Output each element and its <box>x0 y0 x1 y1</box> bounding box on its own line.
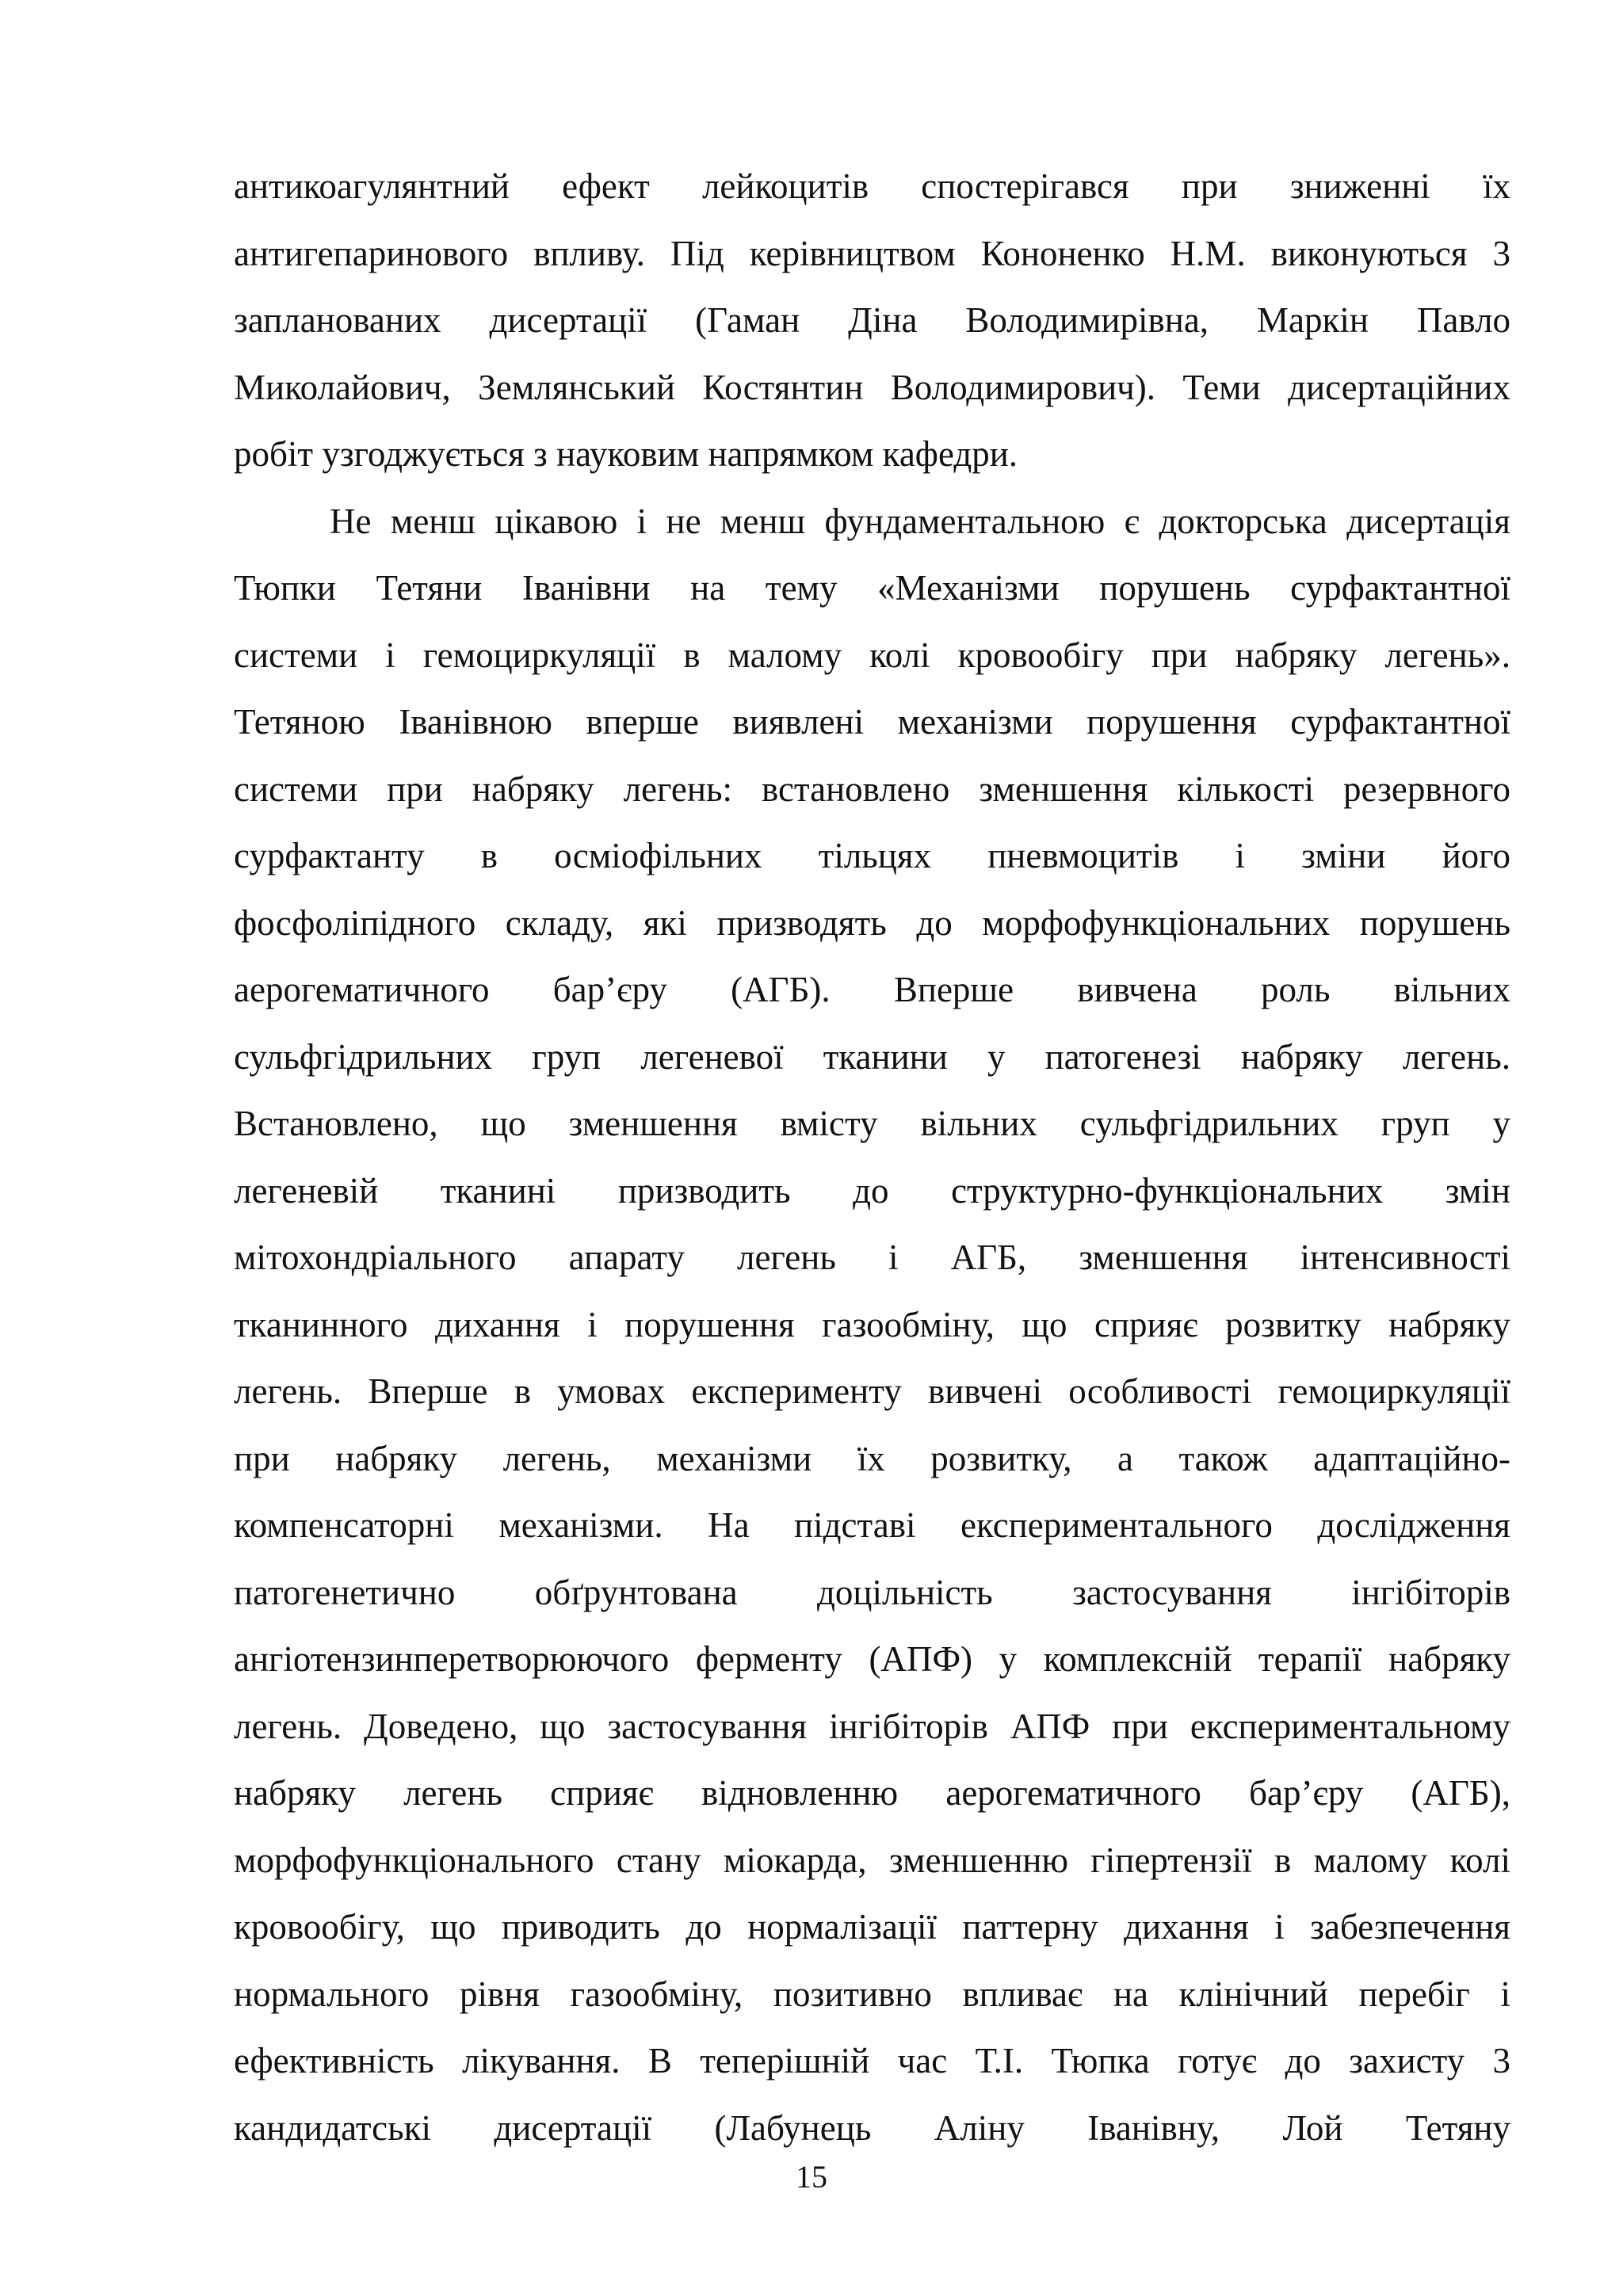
text-line: запланованих дисертації (Гаман Діна Володимирівна, Маркін Павло <box>234 300 1510 340</box>
text-line: тканинного дихання і порушення газообміну, що сприяє розвитку набряку <box>234 1304 1510 1344</box>
text-line: аерогематичного бар’єру (АГБ). Вперше вивчена роль вільних <box>234 970 1510 1009</box>
text-line: антикоагулянтний ефект лейкоцитів спостерігався при зниженні їх <box>234 166 1510 206</box>
text-line: робіт узгоджується з науковим напрямком кафедри. <box>234 434 1018 474</box>
text-line: легеневій тканині призводить до структурно-функціональних змін <box>234 1170 1510 1211</box>
text-line: нормального рівня газообміну, позитивно впливає на клінічний перебіг і <box>234 1974 1510 2014</box>
text-line: сульфгідрильних груп легеневої тканини у патогенезі набряку легень. <box>234 1036 1510 1077</box>
text-line: Миколайович, Землянський Костянтин Володимирович). Теми дисертаційних <box>234 367 1510 407</box>
text-line: морфофункціонального стану міокарда, зменшенню гіпертензії в малому колі <box>234 1840 1510 1880</box>
text-line: патогенетично обґрунтована доцільність застосування інгібіторів <box>234 1572 1510 1612</box>
page-number: 15 <box>796 2159 827 2195</box>
text-line: сурфактанту в осміофільних тільцях пневмоцитів і зміни його <box>234 836 1510 875</box>
text-line: антигепаринового впливу. Під керівництвом Кононенко Н.М. виконуються 3 <box>234 233 1510 273</box>
text-line: Не менш цікавою і не менш фундаментальною є докторська дисертація <box>330 501 1510 541</box>
text-line: компенсаторні механізми. На підставі експериментального дослідження <box>234 1505 1510 1545</box>
text-line: ангіотензинперетворюючого ферменту (АПФ) у комплексній терапії набряку <box>234 1639 1510 1679</box>
text-line: фосфоліпідного складу, які призводять до морфофункціональних порушень <box>234 902 1510 943</box>
body-text <box>234 153 1510 2161</box>
text-line: системи і гемоциркуляції в малому колі кровообігу при набряку легень». <box>234 635 1510 675</box>
text-line: Тюпки Тетяни Іванівни на тему «Механізми порушень сурфактантної <box>234 568 1510 608</box>
text-line: системи при набряку легень: встановлено зменшення кількості резервного <box>234 769 1510 809</box>
text-line: кровообігу, що приводить до нормалізації паттерну дихання і забезпечення <box>234 1907 1510 1947</box>
text-line: кандидатські дисертації (Лабунець Аліну Іванівну, Лой Тетяну <box>234 2107 1510 2148</box>
paragraph-1 <box>234 153 1510 488</box>
text-line: набряку легень сприяє відновленню аерогематичного бар’єру (АГБ), <box>234 1773 1510 1813</box>
text-line: легень. Доведено, що застосування інгібіторів АПФ при експериментальному <box>234 1706 1510 1746</box>
text-line: легень. Вперше в умовах експерименту вивчені особливості гемоциркуляції <box>234 1371 1510 1411</box>
text-line: Встановлено, що зменшення вмісту вільних сульфгідрильних груп у <box>234 1104 1510 1143</box>
text-line: ефективність лікування. В теперішній час Т.І. Тюпка готує до захисту 3 <box>234 2041 1510 2081</box>
text-line: при набряку легень, механізми їх розвитку, а також адаптаційно- <box>234 1438 1510 1478</box>
text-line: мітохондріального апарату легень і АГБ, зменшення інтенсивності <box>234 1238 1510 1277</box>
text-line: Тетяною Іванівною вперше виявлені механізми порушення сурфактантної <box>234 702 1510 742</box>
paragraph-2 <box>234 488 1510 2162</box>
